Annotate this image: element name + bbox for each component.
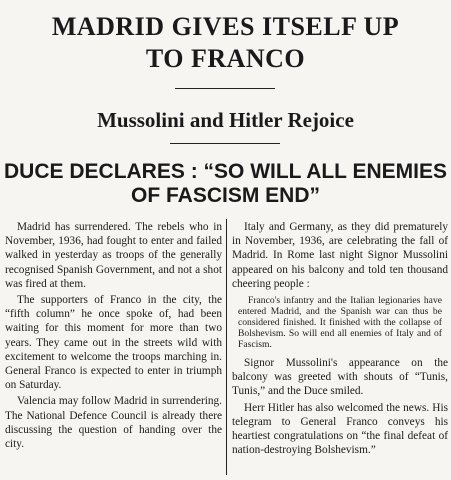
headline-divider	[175, 88, 275, 89]
article-paragraph: Italy and Germany, as they did prematurely in November, 1936, are celebrating the fall of Madrid. In Rome last night Signor Mussolini appeared on his balcony and told ten thousand cheering people :	[232, 221, 448, 290]
headline-line-2: TO FRANCO	[145, 44, 306, 73]
article-paragraph: Herr Hitler has also welcomed the news. His telegram to General Franco conveys his heartiest congratulations on “the final defeat of nation-destroying Bolshevism.”	[232, 401, 448, 457]
article-paragraph: Madrid has surrendered. The rebels who in November, 1936, had fought to enter and failed walked in yesterday as troops of the generally recognised Spanish Government, and not a shot was fired at them.	[5, 221, 222, 290]
article-paragraph: The supporters of Franco in the city, the “fifth column” he once spoke of, had been waiting for this moment for more than two years. They came out in the streets wild with excitement to welcome the troops marching in. General Franco is expected to enter in triumph on Saturday.	[5, 294, 222, 392]
deck-line-1: DUCE DECLARES : “SO WILL ALL ENEMIES	[4, 160, 447, 183]
column-divider	[226, 219, 227, 475]
subheadline: Mussolini and Hitler Rejoice	[97, 108, 354, 132]
article-right-column	[232, 220, 448, 457]
mussolini-quote: Franco's infantry and the Italian legionaries have entered Madrid, and the Spanish war can thus be considered finished. It finished with the collapse of Bolshevism. So will end all enemies of Italy and of Fascism.	[238, 295, 442, 351]
article-paragraph: Valencia may follow Madrid in surrendering. The National Defence Council is already there discussing the question of handing over the city.	[5, 395, 222, 451]
article-left-column	[5, 220, 222, 451]
article-paragraph: Signor Mussolini's appearance on the balcony was greeted with shouts of “Tunis, Tunis,” and the Duce smiled.	[232, 357, 448, 398]
deck-line-2: OF FASCISM END”	[130, 184, 320, 207]
headline-line-1: MADRID GIVES ITSELF UP	[51, 12, 400, 41]
subhead-divider	[170, 143, 280, 144]
